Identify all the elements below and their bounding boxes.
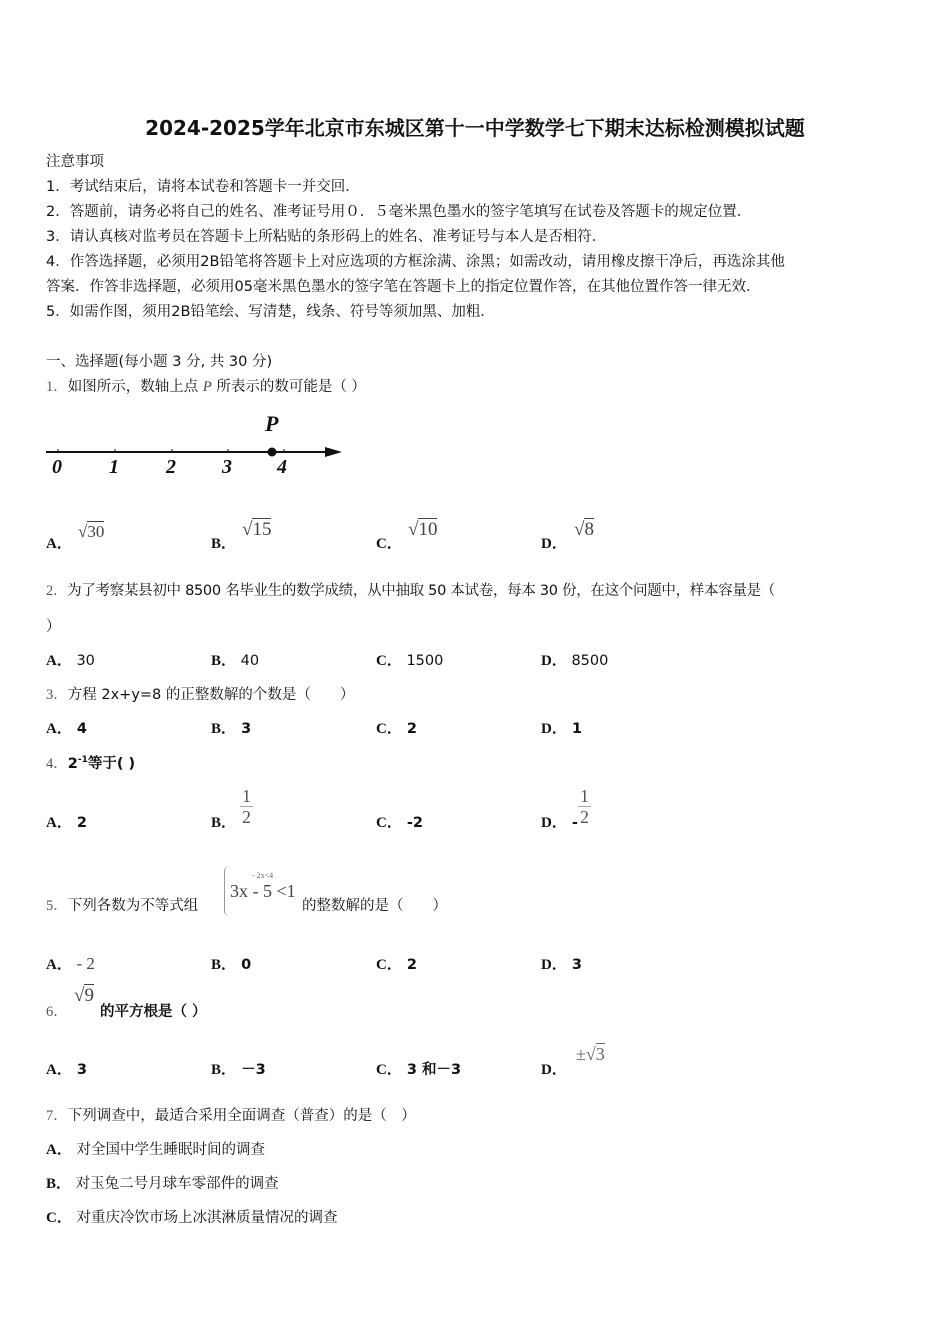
option-label: C． [376, 536, 402, 552]
option-d[interactable] [541, 649, 608, 670]
page-title: 2024-2025学年北京市东城区第十一中学数学七下期末达标检测模拟试题 [145, 116, 805, 140]
point-p-label: P [265, 411, 279, 436]
notice-item: 4．作答选择题，必须用2B铅笔将答题卡上对应选项的方框涂满、涂黑；如需改动，请用橡皮擦干净后，再选涂其他 [46, 254, 785, 270]
notice-heading: 注意事项 [46, 154, 104, 170]
option-label: A． [46, 815, 72, 831]
option-value: 1 [571, 721, 582, 737]
option-b[interactable] [211, 1058, 266, 1079]
question-3 [46, 683, 354, 704]
sqrt-expression: √9 [74, 985, 94, 1006]
option-label: A． [46, 1062, 72, 1078]
option-value: 对全国中学生睡眠时间的调查 [76, 1142, 265, 1158]
question-2 [46, 579, 775, 600]
option-c[interactable] [46, 1206, 337, 1227]
option-label: B． [211, 653, 237, 669]
option-d[interactable] [541, 811, 578, 832]
option-c[interactable] [376, 532, 402, 553]
question-text: 下列各数为不等式组 [67, 898, 199, 914]
option-c[interactable] [376, 953, 417, 974]
sqrt-expression: √8 [574, 519, 594, 540]
option-value: 3 [241, 721, 252, 737]
option-d[interactable] [541, 953, 582, 974]
tick-label: 1 [109, 456, 119, 478]
option-c[interactable] [376, 717, 417, 738]
notice-item: 5．如需作图，须用2B铅笔绘、写清楚，线条、符号等须加黑、加粗． [46, 304, 495, 320]
option-a[interactable] [46, 1138, 265, 1159]
question-6-number [46, 1000, 68, 1021]
option-value: 0 [241, 957, 252, 973]
question-number: 5． [46, 898, 68, 914]
option-value: -2 [406, 815, 424, 831]
question-number: 3． [46, 687, 68, 703]
option-d[interactable] [541, 717, 582, 738]
question-number: 2． [46, 583, 68, 599]
option-value: 3 和－3 [406, 1062, 462, 1078]
option-label: A． [46, 1142, 72, 1158]
option-label: D． [541, 957, 567, 973]
option-label: C． [46, 1210, 72, 1226]
sqrt-expression: √30 [78, 522, 105, 541]
notice-item: 1．考试结束后，请将本试卷和答题卡一并交回． [46, 179, 360, 195]
option-a[interactable] [46, 1058, 87, 1079]
option-a[interactable] [46, 811, 87, 832]
option-label: B． [211, 957, 237, 973]
option-label: D． [541, 536, 567, 552]
option-a[interactable] [46, 953, 95, 974]
option-label: C． [376, 653, 402, 669]
arrow-icon [325, 447, 342, 457]
point-p-marker [268, 448, 277, 457]
option-b[interactable] [211, 717, 251, 738]
option-value: 4 [76, 721, 87, 737]
question-number: 4． [46, 756, 68, 772]
section-heading: 一、选择题(每小题 3 分, 共 30 分) [46, 354, 273, 370]
option-a[interactable] [46, 717, 87, 738]
option-value: 2 [406, 721, 417, 737]
option-label: A． [46, 536, 72, 552]
question-text: 方程 2x+y=8 的正整数解的个数是（ ） [67, 687, 355, 703]
tick-label: 3 [222, 456, 232, 478]
exponent: -1 [77, 755, 88, 766]
question-7 [46, 1104, 416, 1125]
option-label: C． [376, 815, 402, 831]
option-label: C． [376, 1062, 402, 1078]
option-label: D． [541, 653, 567, 669]
option-label: B． [46, 1176, 72, 1192]
option-value: 1500 [406, 653, 444, 669]
option-value: －3 [241, 1062, 266, 1078]
sqrt-expression: √10 [408, 519, 438, 540]
question-text: 下列调查中，最适合采用全面调查（普查）的是（ ） [67, 1108, 416, 1124]
question-number: 7． [46, 1108, 68, 1124]
option-value: 30 [76, 653, 95, 669]
option-value: - 2 [76, 954, 95, 973]
option-value: 2 [406, 957, 417, 973]
question-text-cont: ） [46, 619, 61, 635]
brace-icon [224, 866, 229, 916]
option-label: B． [211, 1062, 237, 1078]
option-a[interactable] [46, 649, 95, 670]
question-text: 的平方根是（ ） [100, 1004, 207, 1020]
option-b[interactable] [211, 649, 259, 670]
question-text: 所表示的数可能是（ ） [216, 379, 366, 395]
question-number: 6． [46, 1004, 68, 1020]
sign: - [571, 815, 578, 831]
option-value: 对玉兔二号月球车零部件的调查 [75, 1176, 279, 1192]
fraction: $\frac{1}{2}$ [242, 786, 251, 827]
question-5 [46, 894, 198, 915]
option-value: 8500 [571, 653, 609, 669]
option-label: B． [211, 536, 237, 552]
option-b[interactable] [211, 532, 236, 553]
option-label: B． [211, 721, 237, 737]
notice-item: 答案．作答非选择题，必须用05毫米黑色墨水的签字笔在答题卡上的指定位置作答，在其他位置作答一律无效． [46, 279, 761, 295]
option-b[interactable] [46, 1172, 279, 1193]
option-b[interactable] [211, 811, 236, 832]
question-4 [46, 752, 135, 773]
inequality-top: - 2x<4 [252, 871, 274, 880]
option-label: C． [376, 957, 402, 973]
option-label: A． [46, 721, 72, 737]
option-label: D． [541, 721, 567, 737]
sqrt-expression: √15 [242, 519, 272, 540]
base: 2 [67, 756, 78, 772]
option-c[interactable] [376, 811, 423, 832]
option-label: A． [46, 653, 72, 669]
plus-minus-sqrt: ±√3 [576, 1044, 605, 1064]
option-a[interactable] [46, 532, 72, 553]
option-value: 3 [571, 957, 582, 973]
question-1 [46, 375, 366, 396]
option-c[interactable] [376, 1058, 461, 1079]
question-text: 为了考察某县初中 8500 名毕业生的数学成绩，从中抽取 50 本试卷，每本 30 份，在这个问题中，样本容量是（ [67, 583, 776, 599]
question-number: 1． [46, 379, 68, 395]
option-value: 40 [240, 653, 260, 669]
notice-item: 2．答题前，请务必将自己的姓名、准考证号用０．５毫米黑色墨水的签字笔填写在试卷及答题卡的规定位置． [46, 204, 752, 220]
option-value: 对重庆冷饮市场上冰淇淋质量情况的调查 [76, 1210, 338, 1226]
option-label: D． [541, 1062, 567, 1078]
question-text: 如图所示，数轴上点 [67, 379, 199, 395]
tick-label: 4 [277, 456, 287, 478]
fraction: $\frac{1}{2}$ [580, 786, 589, 827]
tick-label: 2 [166, 456, 176, 478]
option-value: 2 [76, 815, 87, 831]
variable-p: P [202, 379, 212, 395]
inequality-bottom: 3x - 5 <1 [230, 881, 296, 901]
question-text: 等于( ) [87, 756, 136, 772]
number-line-figure [40, 405, 360, 490]
tick-label: 0 [52, 456, 62, 478]
option-d[interactable] [541, 532, 567, 553]
option-label: D． [541, 815, 567, 831]
option-value: 3 [76, 1062, 87, 1078]
option-label: A． [46, 957, 72, 973]
option-b[interactable] [211, 953, 251, 974]
option-c[interactable] [376, 649, 443, 670]
option-label: C． [376, 721, 402, 737]
option-label: B． [211, 815, 237, 831]
notice-item: 3．请认真核对监考员在答题卡上所粘贴的条形码上的姓名、准考证号与本人是否相符． [46, 229, 607, 245]
question-text: 的整数解的是（ ） [302, 898, 447, 914]
option-d[interactable] [541, 1058, 567, 1079]
